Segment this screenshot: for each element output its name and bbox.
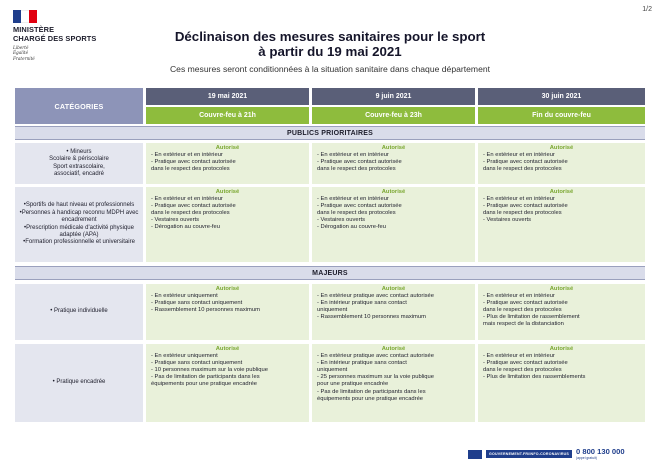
category-main-label: Pratique individuelle: [54, 308, 108, 315]
page-number: 1/2: [642, 6, 652, 13]
measure-line: - Rassemblement 10 personnes maximum: [151, 307, 260, 314]
table-cell: [146, 187, 309, 262]
measure-line: - En extérieur pratique avec contact autorisée: [317, 353, 434, 360]
section-title-publics-prioritaires: PUBLICS PRIORITAIRES: [15, 126, 645, 140]
measure-line: - En intérieur pratique sans contact: [317, 360, 407, 367]
category-pratique-individuelle: • Pratique individuelle: [15, 284, 143, 340]
measure-line: - Rassemblement 10 personnes maximum: [317, 314, 426, 321]
column-date-2: 9 juin 2021: [312, 88, 475, 105]
measure-line: - Pas de limitation de participants dans les: [317, 388, 426, 395]
measure-line: équipements pour une pratique encadrée: [151, 381, 258, 388]
measure-line: - En extérieur et en intérieur: [483, 152, 555, 159]
column-curfew-3: Fin du couvre-feu: [478, 107, 645, 124]
measure-line: - Plus de limitation des rassemblements: [483, 374, 586, 381]
measure-line: - Dérogation au couvre-feu: [317, 224, 386, 231]
measure-line: - En extérieur et en intérieur: [483, 196, 555, 203]
measure-line: mais respect de la distanciation: [483, 321, 564, 328]
column-date-3: 30 juin 2021: [478, 88, 645, 105]
table-cell: [478, 344, 645, 422]
column-curfew-2: Couvre-feu à 23h: [312, 107, 475, 124]
motto-fraternite: Fraternité: [13, 55, 35, 61]
page-title: [140, 29, 520, 59]
measure-line: uniquement: [317, 367, 348, 374]
measure-line: - En extérieur et en intérieur: [151, 152, 223, 159]
category-main-label: Pratique encadrée: [56, 379, 106, 386]
categories-header: CATÉGORIES: [15, 88, 143, 124]
french-flag-icon: [13, 10, 37, 23]
motto-egalite: Égalité: [13, 50, 29, 56]
status-badge: Autorisé: [381, 189, 406, 195]
category-pratique-encadree: • Pratique encadrée: [15, 344, 143, 422]
category-sub2: Sport extrascolaire,: [53, 163, 105, 170]
list-item: • Prescription médicale d'activité physique adaptée (APA): [19, 225, 139, 240]
category-main: • Mineurs: [66, 148, 92, 155]
measure-line: - Pratique avec contact autorisée: [483, 203, 568, 210]
phone-note: (appel gratuit): [576, 456, 597, 460]
measure-line: dans le respect des protocoles: [483, 367, 562, 374]
status-badge: Autorisé: [549, 189, 574, 195]
table-cell: [146, 344, 309, 422]
column-curfew-1: Couvre-feu à 21h: [146, 107, 309, 124]
status-badge: Autorisé: [549, 346, 574, 352]
measure-line: - 25 personnes maximum sur la voie publique: [317, 374, 434, 381]
table-cell: [312, 143, 475, 184]
status-badge: Autorisé: [549, 286, 574, 292]
category-sub1: Scolaire & périscolaire: [49, 156, 109, 163]
ministry-logo: [13, 10, 123, 61]
page-subtitle: Ces mesures seront conditionnées à la situation sanitaire dans chaque département: [169, 64, 491, 74]
column-date-1: 19 mai 2021: [146, 88, 309, 105]
status-badge: Autorisé: [381, 286, 406, 292]
measure-line: - En extérieur et en intérieur: [483, 293, 555, 300]
table-cell: [146, 143, 309, 184]
table-cell: [478, 187, 645, 262]
ministry-name-line1: MINISTÈRE: [13, 25, 55, 34]
measure-line: équipements pour une pratique encadrée: [317, 395, 424, 402]
measure-line: - En extérieur uniquement: [151, 293, 218, 300]
status-badge: Autorisé: [549, 145, 574, 151]
measure-line: - 10 personnes maximum sur la voie publique: [151, 367, 268, 374]
motto-liberte: Liberté: [13, 45, 29, 50]
table-cell: [478, 284, 645, 340]
measure-line: - En extérieur et en intérieur: [151, 196, 223, 203]
measure-line: - Pratique avec contact autorisée: [317, 203, 402, 210]
status-badge: Autorisé: [215, 145, 240, 151]
measure-line: dans le respect des protocoles: [483, 307, 562, 314]
measure-line: - Vestaires ouverts: [151, 217, 200, 224]
measure-line: uniquement: [317, 307, 348, 314]
measure-line: - Vestaires ouverts: [483, 217, 532, 224]
ministry-name-line2: CHARGÉ DES SPORTS: [13, 33, 97, 43]
measure-line: dans le respect des protocoles: [317, 166, 396, 173]
list-item: • Formation professionnelle et universitaire: [19, 239, 139, 246]
measure-line: dans le respect des protocoles: [151, 166, 230, 173]
measure-line: - En extérieur et en intérieur: [317, 196, 389, 203]
category-publics-specifiques: [15, 187, 143, 262]
measure-line: pour une pratique encadrée: [317, 381, 389, 388]
footer: [468, 448, 625, 460]
table-cell: [146, 284, 309, 340]
measure-line: - Pratique sans contact uniquement: [151, 300, 243, 307]
measure-line: dans le respect des protocoles: [483, 166, 562, 173]
table-cell: [312, 187, 475, 262]
table-cell: [312, 344, 475, 422]
category-main-label: Mineurs: [70, 148, 92, 155]
measure-line: dans le respect des protocoles: [151, 210, 230, 217]
list-item: • Personnes à handicap reconnu MDPH avec encadrement: [19, 210, 139, 225]
measure-line: - Dérogation au couvre-feu: [151, 224, 220, 231]
title-line1: Déclinaison des mesures sanitaires pour le sport: [174, 29, 486, 44]
measure-line: dans le respect des protocoles: [317, 210, 396, 217]
measure-line: dans le respect des protocoles: [483, 210, 562, 217]
measure-line: - Pratique sans contact uniquement: [151, 360, 243, 367]
table-cell: [312, 284, 475, 340]
flag-icon: [468, 450, 482, 459]
measure-line: - Pratique avec contact autorisée: [317, 159, 402, 166]
measure-line: - Pas de limitation de participants dans les: [151, 374, 260, 381]
status-badge: Autorisé: [381, 145, 406, 151]
measure-line: - Pratique avec contact autorisée: [483, 300, 568, 307]
status-badge: Autorisé: [215, 346, 240, 352]
measure-line: - Plus de limitation de rassemblement: [483, 314, 580, 321]
gouvernement-link-badge[interactable]: GOUVERNEMENT.FR/INFO-CORONAVIRUS: [486, 450, 572, 458]
table-cell: [478, 143, 645, 184]
category-mineurs: [15, 143, 143, 184]
measure-line: - En extérieur pratique avec contact autorisée: [317, 293, 434, 300]
measure-line: - En extérieur et en intérieur: [483, 353, 555, 360]
measure-line: - En intérieur pratique sans contact: [317, 300, 407, 307]
measure-line: - Pratique avec contact autorisée: [483, 360, 568, 367]
list-item: • Sportifs de haut niveau et professionnels: [19, 202, 139, 209]
section-title-majeurs: MAJEURS: [15, 266, 645, 280]
measure-line: - En extérieur et en intérieur: [317, 152, 389, 159]
category-sub3: associatif, encadré: [53, 170, 104, 177]
status-badge: Autorisé: [215, 189, 240, 195]
phone-number[interactable]: 0 800 130 000: [576, 447, 625, 456]
title-line2: à partir du 19 mai 2021: [258, 44, 402, 59]
status-badge: Autorisé: [381, 346, 406, 352]
measure-line: - Pratique avec contact autorisée: [151, 203, 236, 210]
measure-line: - Pratique avec contact autorisée: [483, 159, 568, 166]
measure-line: - Pratique avec contact autorisée: [151, 159, 236, 166]
status-badge: Autorisé: [215, 286, 240, 292]
measure-line: - En extérieur uniquement: [151, 353, 218, 360]
measure-line: - Vestaires ouverts: [317, 217, 366, 224]
